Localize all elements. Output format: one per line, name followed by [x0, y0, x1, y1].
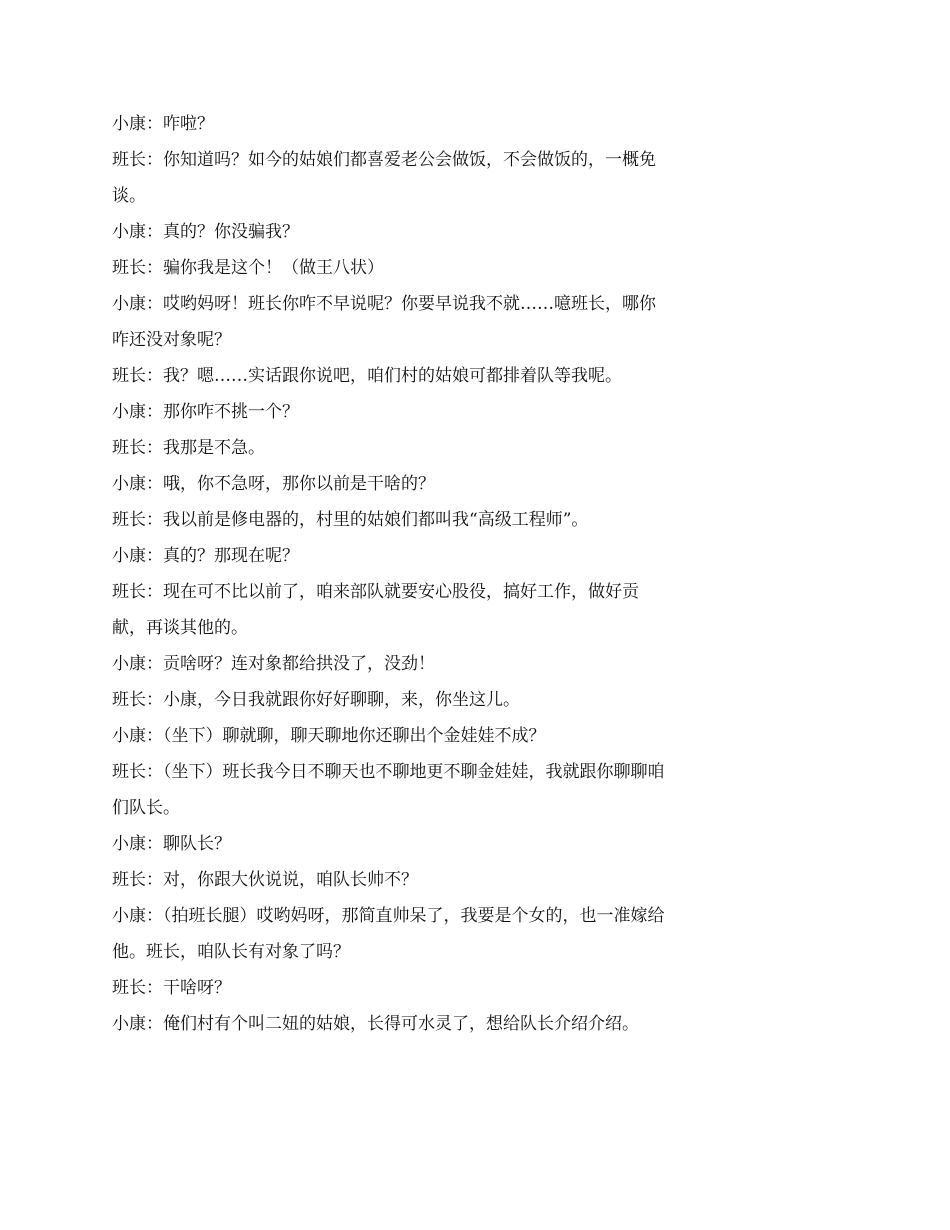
- dialogue-line: 小康：咋啦？: [112, 114, 214, 134]
- dialogue-line: 班长：干啥呀？: [112, 978, 231, 998]
- dialogue-line: 小康：哦，你不急呀，那你以前是干啥的？: [112, 474, 435, 494]
- dialogue-line: 班长：（坐下）班长我今日不聊天也不聊地更不聊金娃娃，我就跟你聊聊咱们队长。: [112, 762, 665, 818]
- dialogue-line: 小康：贡啥呀？连对象都给拱没了，没劲！: [112, 654, 435, 674]
- dialogue-line: 班长：我那是不急。: [112, 438, 265, 458]
- dialogue-line: 班长：对，你跟大伙说说，咱队长帅不？: [112, 870, 418, 890]
- dialogue-line: 班长：小康，今日我就跟你好好聊聊，来，你坐这儿。: [112, 690, 520, 710]
- dialogue-line: 小康：真的？你没骗我？: [112, 222, 299, 242]
- dialogue-line: 班长：我以前是修电器的，村里的姑娘们都叫我“高级工程师”。: [112, 510, 589, 530]
- dialogue-line: 小康：（坐下）聊就聊，聊天聊地你还聊出个金娃娃不成？: [112, 726, 546, 746]
- dialogue-line: 小康：俺们村有个叫二妞的姑娘，长得可水灵了，想给队长介绍介绍。: [112, 1014, 639, 1034]
- dialogue-line: 小康：哎哟妈呀！班长你咋不早说呢？你要早说我不就……噫班长，哪你咋还没对象呢？: [112, 294, 656, 350]
- document-body: [112, 106, 672, 1042]
- dialogue-line: 班长：你知道吗？如今的姑娘们都喜爱老公会做饭，不会做饭的，一概免谈。: [112, 150, 656, 206]
- dialogue-line: 小康：（拍班长腿）哎哟妈呀，那简直帅呆了，我要是个女的，也一准嫁给他。班长，咱队长有对象了吗？: [112, 906, 665, 962]
- dialogue-line: 小康：那你咋不挑一个？: [112, 402, 299, 422]
- dialogue-line: 小康：真的？那现在呢？: [112, 546, 299, 566]
- dialogue-line: 班长：我？嗯……实话跟你说吧，咱们村的姑娘可都排着队等我呢。: [112, 366, 622, 386]
- dialogue-line: 班长：骗你我是这个！（做王八状）: [112, 258, 384, 278]
- dialogue-line: 小康：聊队长？: [112, 834, 231, 854]
- dialogue-line: 班长：现在可不比以前了，咱来部队就要安心股役，搞好工作，做好贡献，再谈其他的。: [112, 582, 639, 638]
